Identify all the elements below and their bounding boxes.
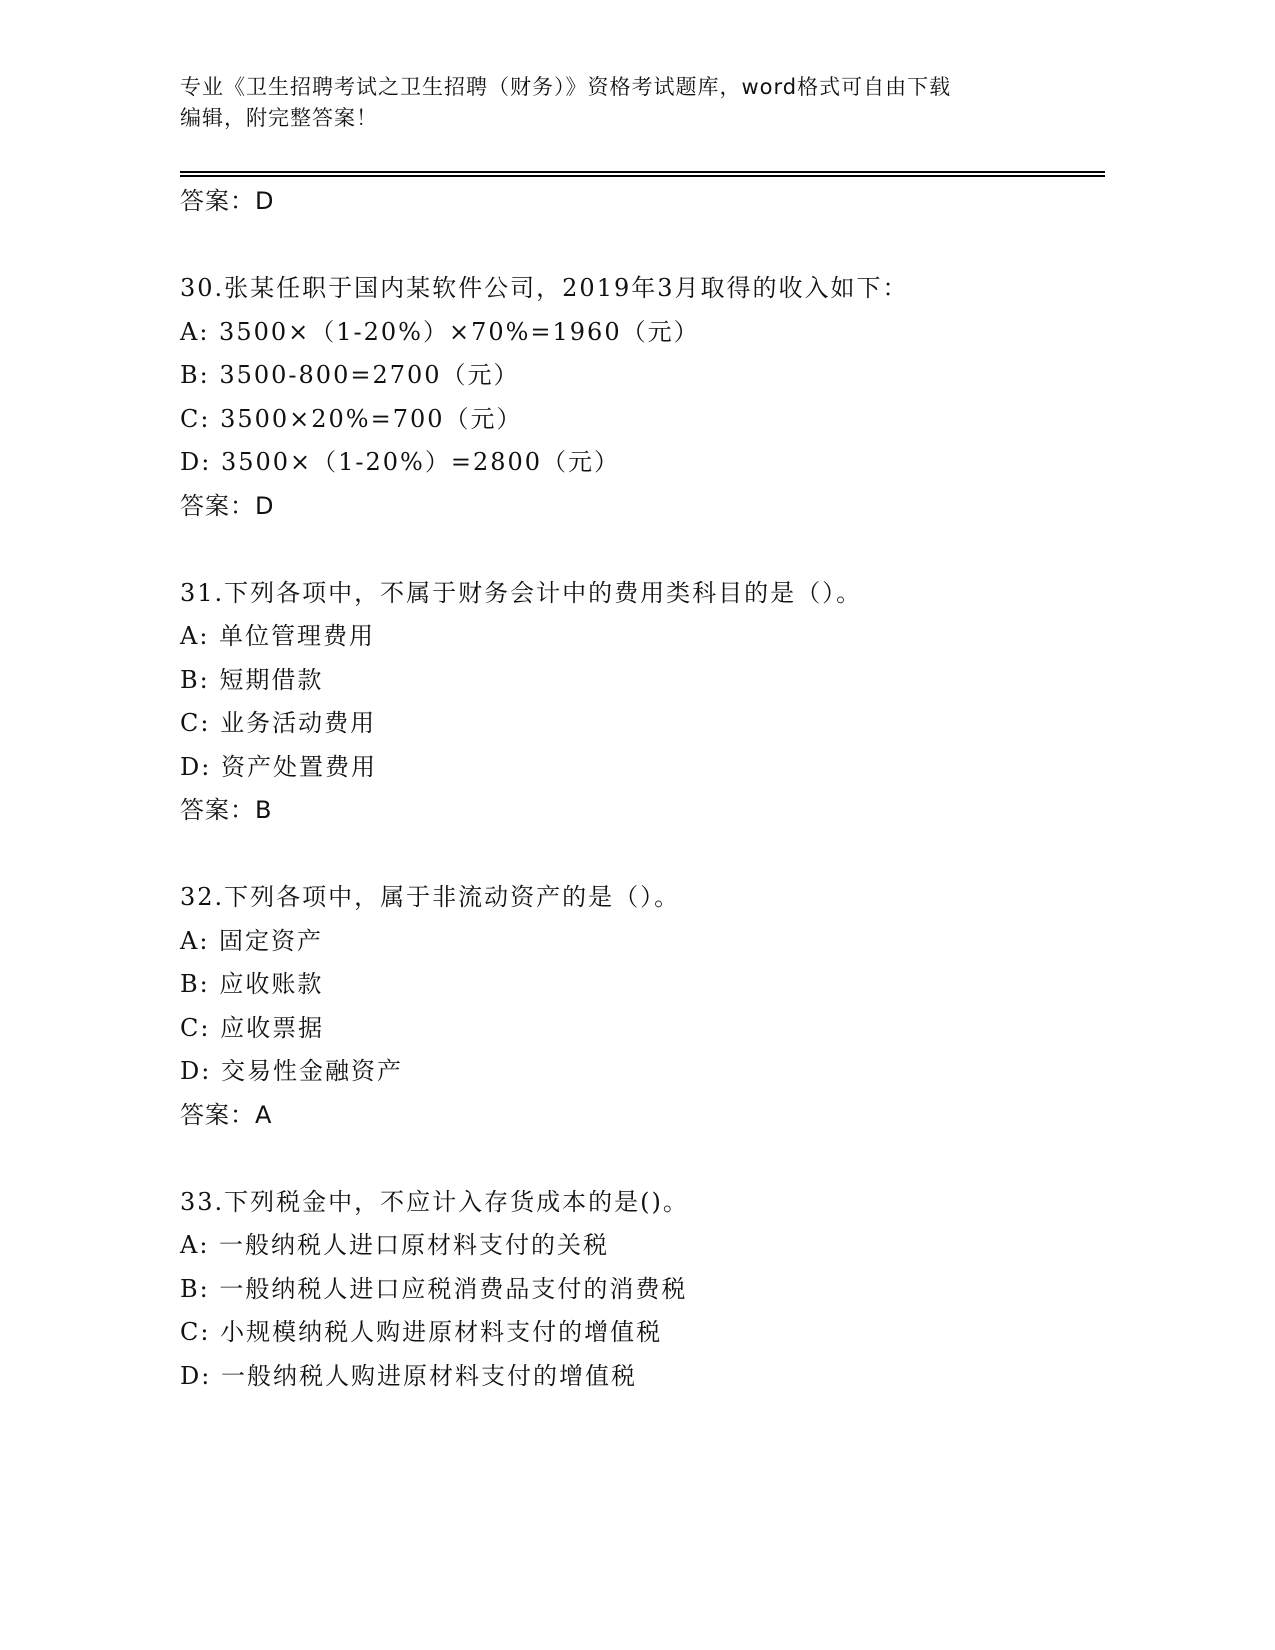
option-c: C: 业务活动费用 xyxy=(180,709,377,737)
option-b: B: 一般纳税人进口应税消费品支付的消费税 xyxy=(180,1274,688,1303)
option-a: A: 一般纳税人进口原材料支付的关税 xyxy=(180,1231,610,1259)
document-body xyxy=(180,180,1100,1398)
option-c: C: 应收票据 xyxy=(180,1013,325,1042)
option-b: B: 应收账款 xyxy=(180,970,324,998)
option-a: A: 固定资产 xyxy=(180,926,324,955)
option-c: C: 3500×20%=700（元） xyxy=(180,404,523,433)
option-d: D: 一般纳税人购进原材料支付的增值税 xyxy=(180,1361,637,1390)
option-a: A: 3500×（1-20%）×70%=1960（元） xyxy=(180,317,700,346)
option-b: B: 短期借款 xyxy=(180,665,324,694)
option-d: D: 交易性金融资产 xyxy=(180,1057,403,1085)
header-divider-bottom xyxy=(180,175,1105,177)
question-31 xyxy=(180,572,1100,833)
answer: 答案：D xyxy=(180,491,275,520)
option-b: B: 3500-800=2700（元） xyxy=(180,361,520,389)
answer: 答案：D xyxy=(180,187,275,215)
answer: 答案：B xyxy=(180,796,273,824)
question-33 xyxy=(180,1181,1100,1399)
option-d: D: 3500×（1-20%）=2800（元） xyxy=(180,448,621,476)
option-a: A: 单位管理费用 xyxy=(180,622,376,650)
document-header xyxy=(180,72,1060,134)
header-divider-top xyxy=(180,171,1105,173)
question-30 xyxy=(180,267,1100,528)
option-d: D: 资产处置费用 xyxy=(180,752,377,781)
header-line-1: 专业《卫生招聘考试之卫生招聘（财务）》资格考试题库，word格式可自由下载 xyxy=(180,75,952,99)
question-32 xyxy=(180,876,1100,1137)
question-stem: 33.下列税金中，不应计入存货成本的是()。 xyxy=(180,1187,689,1216)
question-stem: 31.下列各项中，不属于财务会计中的费用类科目的是（）。 xyxy=(180,578,863,607)
question-stem: 30.张某任职于国内某软件公司，2019年3月取得的收入如下： xyxy=(180,274,909,302)
question-stem: 32.下列各项中，属于非流动资产的是（）。 xyxy=(180,883,681,911)
answer: 答案：A xyxy=(180,1100,273,1129)
option-c: C: 小规模纳税人购进原材料支付的增值税 xyxy=(180,1318,663,1346)
header-line-2: 编辑，附完整答案！ xyxy=(180,106,378,130)
